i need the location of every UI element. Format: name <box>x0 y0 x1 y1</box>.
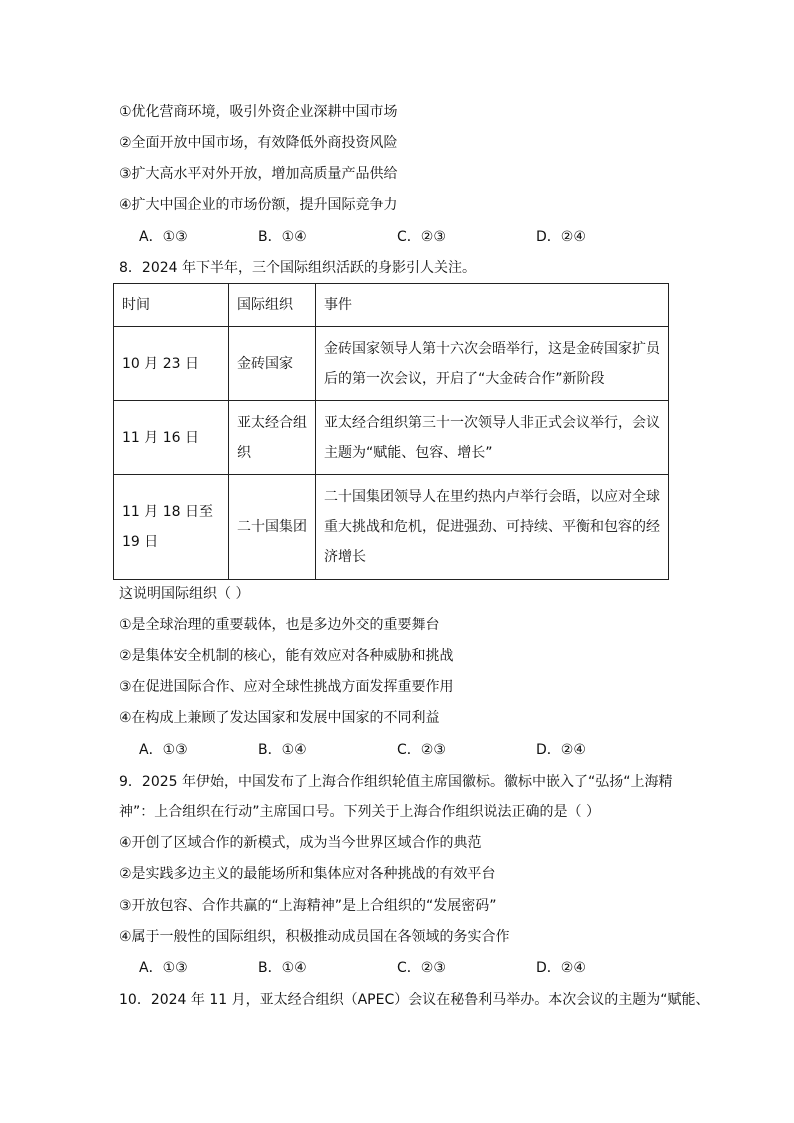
events-table <box>113 283 669 580</box>
cell-time: 11 月 16 日 <box>114 401 229 475</box>
q7-item-1: ①优化营商环境，吸引外资企业深耕中国市场 <box>119 104 398 120</box>
q8-option-c[interactable]: C．②③ <box>397 742 446 758</box>
table-row <box>114 327 669 401</box>
q7-option-d[interactable]: D．②④ <box>536 229 586 245</box>
table-header-row <box>114 284 669 327</box>
table-row <box>114 475 669 580</box>
q8-item-2: ②是集体安全机制的核心，能有效应对各种威胁和挑战 <box>119 648 454 664</box>
q8-item-1: ①是全球治理的重要载体，也是多边外交的重要舞台 <box>119 617 440 633</box>
q9-item-1: ④开创了区域合作的新模式，成为当今世界区域合作的典范 <box>119 835 482 851</box>
q8-option-d[interactable]: D．②④ <box>536 742 586 758</box>
header-event: 事件 <box>316 284 669 327</box>
q7-options <box>139 227 619 247</box>
table-row <box>114 401 669 475</box>
q7-option-c[interactable]: C．②③ <box>397 229 446 245</box>
q9-option-d[interactable]: D．②④ <box>536 960 586 976</box>
q10-stem-line-1: 10．2024 年 11 月，亚太经合组织（APEC）会议在秘鲁利马举办。本次会议的主题为“赋能、 <box>119 992 710 1008</box>
header-time: 时间 <box>114 284 229 327</box>
cell-event: 亚太经合组织第三十一次领导人非正式会议举行，会议主题为“赋能、包容、增长” <box>316 401 669 475</box>
q9-option-c[interactable]: C．②③ <box>397 960 446 976</box>
q9-option-a[interactable]: A．①③ <box>139 960 188 976</box>
q9-item-4: ④属于一般性的国际组织，积极推动成员国在各领域的务实合作 <box>119 929 510 945</box>
q8-options <box>139 740 619 760</box>
q7-item-4: ④扩大中国企业的市场份额，提升国际竞争力 <box>119 197 398 213</box>
cell-event: 二十国集团领导人在里约热内卢举行会晤，以应对全球重大挑战和危机，促进强劲、可持续、平衡和包容的经济增长 <box>316 475 669 580</box>
q9-item-3: ③开放包容、合作共赢的“上海精神”是上合组织的“发展密码” <box>119 898 497 914</box>
q7-option-b[interactable]: B．①④ <box>258 229 307 245</box>
q9-stem-line-1: 9．2025 年伊始，中国发布了上海合作组织轮值主席国徽标。徽标中嵌入了“弘扬“上海精 <box>119 774 673 790</box>
cell-event: 金砖国家领导人第十六次会晤举行，这是金砖国家扩员后的第一次会议，开启了“大金砖合作”新阶段 <box>316 327 669 401</box>
q8-item-4: ④在构成上兼顾了发达国家和发展中国家的不同利益 <box>119 710 440 726</box>
q8-option-b[interactable]: B．①④ <box>258 742 307 758</box>
cell-time: 11 月 18 日至 19 日 <box>114 475 229 580</box>
q9-stem-line-2: 神”：上合组织在行动”主席国口号。下列关于上海合作组织说法正确的是（ ） <box>119 804 600 820</box>
q9-options <box>139 958 619 978</box>
cell-org: 二十国集团 <box>229 475 316 580</box>
cell-org: 亚太经合组织 <box>229 401 316 475</box>
q9-item-2: ②是实践多边主义的最能场所和集体应对各种挑战的有效平台 <box>119 866 496 882</box>
cell-time: 10 月 23 日 <box>114 327 229 401</box>
q8-question: 这说明国际组织（ ） <box>119 586 250 602</box>
q8-option-a[interactable]: A．①③ <box>139 742 188 758</box>
q7-item-2: ②全面开放中国市场，有效降低外商投资风险 <box>119 135 398 151</box>
header-org: 国际组织 <box>229 284 316 327</box>
q7-item-3: ③扩大高水平对外开放，增加高质量产品供给 <box>119 166 398 182</box>
q8-stem: 8．2024 年下半年，三个国际组织活跃的身影引人关注。 <box>119 260 476 276</box>
q7-option-a[interactable]: A．①③ <box>139 229 188 245</box>
q9-option-b[interactable]: B．①④ <box>258 960 307 976</box>
cell-org: 金砖国家 <box>229 327 316 401</box>
q8-item-3: ③在促进国际合作、应对全球性挑战方面发挥重要作用 <box>119 679 454 695</box>
